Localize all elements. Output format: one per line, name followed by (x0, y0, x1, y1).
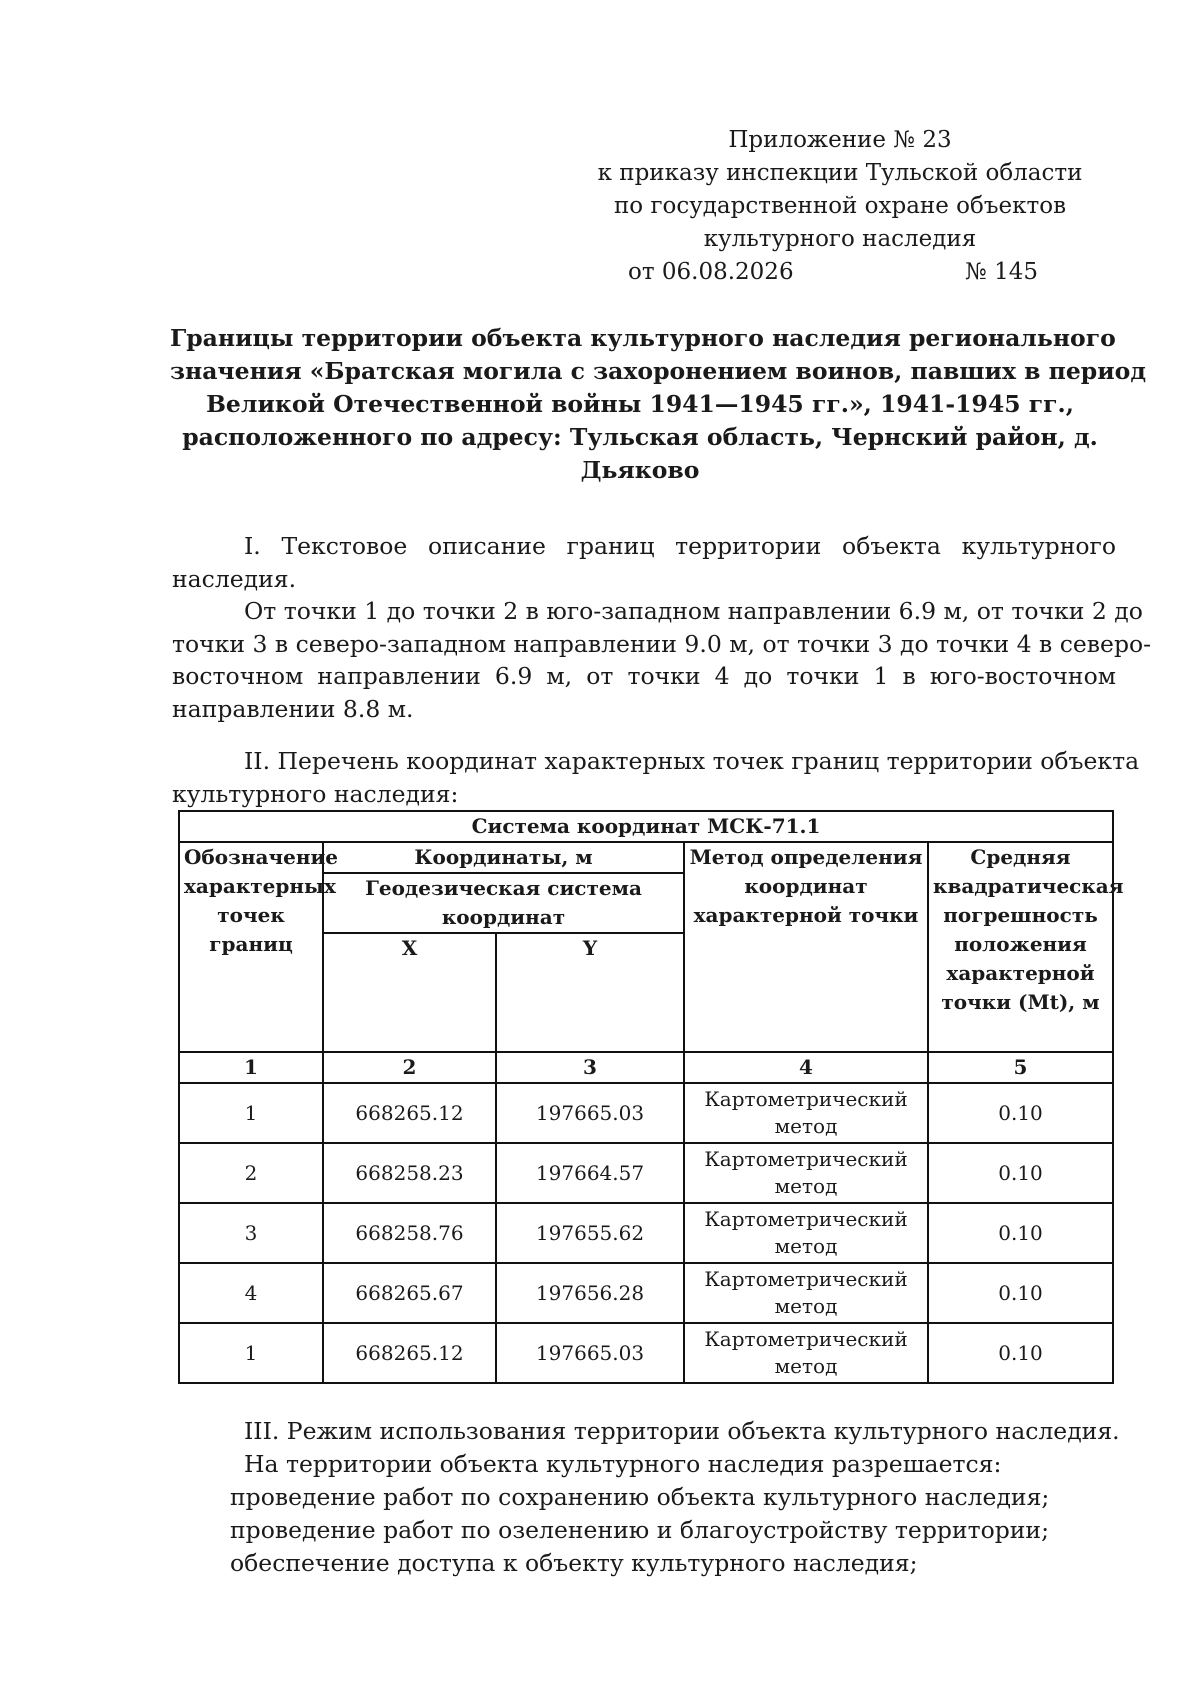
point-cell: 1 (179, 1083, 323, 1143)
coordinates-table (178, 810, 1124, 1384)
coordinates-header: Координаты, м (323, 842, 684, 873)
method-cell: Картометрический метод (684, 1083, 928, 1143)
column-number: 2 (323, 1052, 496, 1083)
section-2-heading-cont: культурного наследия: (172, 779, 459, 808)
appendix-order-line: к приказу инспекции Тульской области (597, 160, 1083, 186)
column-number: 5 (928, 1052, 1113, 1083)
x-header: X (323, 933, 496, 1052)
appendix-heritage-line: культурного наследия (703, 226, 977, 252)
column-number: 3 (496, 1052, 684, 1083)
list-item: обеспечение доступа к объекту культурного наследия; (230, 1549, 918, 1577)
section-2-heading: II. Перечень координат характерных точек границ территории объекта (244, 747, 1140, 775)
method-cell: Картометрический метод (684, 1143, 928, 1203)
error-cell: 0.10 (928, 1143, 1113, 1203)
description-line: восточном направлении 6.9 м, от точки 4 до точки 1 в юго-восточном (172, 662, 1116, 690)
x-cell: 668265.12 (323, 1323, 496, 1383)
title-line: расположенного по адресу: Тульская область, Чернский район, д. (182, 423, 1098, 451)
method-header: Метод определения координат характерной точки (684, 842, 928, 1052)
column-number: 4 (684, 1052, 928, 1083)
section-2 (172, 745, 1140, 810)
method-cell: Картометрический метод (684, 1203, 928, 1263)
table-row (179, 1143, 1113, 1203)
y-cell: 197665.03 (496, 1083, 684, 1143)
section-1-heading-cont: наследия. (172, 564, 297, 593)
x-cell: 668258.23 (323, 1143, 496, 1203)
section-1 (172, 530, 1152, 725)
appendix-authority-line: по государственной охране объектов (613, 193, 1067, 219)
table-row (179, 1323, 1113, 1383)
column-number-row (179, 1052, 1113, 1083)
y-cell: 197664.57 (496, 1143, 684, 1203)
table-row (179, 1203, 1113, 1263)
description-line: точки 3 в северо-западном направлении 9.0 м, от точки 3 до точки 4 в северо- (172, 629, 1152, 658)
document-title (170, 322, 1147, 487)
y-cell: 197656.28 (496, 1263, 684, 1323)
description-line: От точки 1 до точки 2 в юго-западном направлении 6.9 м, от точки 2 до (244, 597, 1143, 625)
appendix-date-row (560, 256, 1120, 289)
y-cell: 197655.62 (496, 1203, 684, 1263)
coordinate-system-header: Система координат МСК-71.1 (179, 811, 1113, 842)
method-cell: Картометрический метод (684, 1263, 928, 1323)
point-cell: 2 (179, 1143, 323, 1203)
order-number: № 145 (965, 259, 1038, 285)
section-3-intro: На территории объекта культурного наследия разрешается: (244, 1450, 1002, 1478)
point-cell: 1 (179, 1323, 323, 1383)
error-cell: 0.10 (928, 1263, 1113, 1323)
x-cell: 668265.67 (323, 1263, 496, 1323)
order-date: от 06.08.2026 (628, 259, 794, 285)
error-cell: 0.10 (928, 1083, 1113, 1143)
list-item: проведение работ по сохранению объекта культурного наследия; (230, 1483, 1050, 1511)
appendix-header (560, 124, 1120, 289)
title-line: Великой Отечественной войны 1941—1945 гг.», 1941-1945 гг., (206, 390, 1074, 418)
error-header: Средняя квадратическая погрешность положения характерной точки (Mt), м (928, 842, 1113, 1052)
appendix-number: Приложение № 23 (728, 127, 952, 153)
x-cell: 668265.12 (323, 1083, 496, 1143)
list-item: проведение работ по озеленению и благоустройству территории; (230, 1516, 1050, 1544)
section-1-heading: I. Текстовое описание границ территории объекта культурного (244, 532, 1116, 560)
error-cell: 0.10 (928, 1203, 1113, 1263)
x-cell: 668258.76 (323, 1203, 496, 1263)
y-cell: 197665.03 (496, 1323, 684, 1383)
geodetic-system-header: Геодезическая система координат (323, 873, 684, 933)
table-row (179, 1263, 1113, 1323)
title-line: Дьяково (580, 456, 700, 484)
column-number: 1 (179, 1052, 323, 1083)
point-designation-header: Обозначение характерных точек границ (179, 842, 323, 1052)
point-cell: 3 (179, 1203, 323, 1263)
section-3 (170, 1415, 1130, 1580)
method-cell: Картометрический метод (684, 1323, 928, 1383)
point-cell: 4 (179, 1263, 323, 1323)
y-header: Y (496, 933, 684, 1052)
title-line: Границы территории объекта культурного наследия регионального (170, 324, 1116, 352)
title-line: значения «Братская могила с захоронением воинов, павших в период (170, 357, 1147, 385)
section-3-heading: III. Режим использования территории объекта культурного наследия. (244, 1417, 1120, 1445)
error-cell: 0.10 (928, 1323, 1113, 1383)
table-row (179, 1083, 1113, 1143)
description-line: направлении 8.8 м. (172, 694, 414, 723)
